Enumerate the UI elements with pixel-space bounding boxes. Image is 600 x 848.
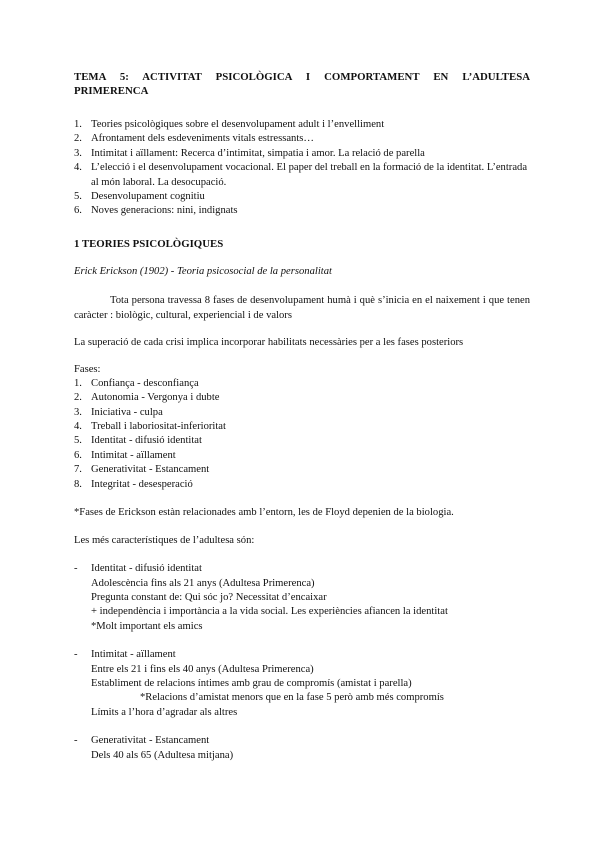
- phase-item: 1. Confiança - desconfiança: [74, 377, 199, 389]
- stage-heading: Intimitat - aïllament: [91, 649, 176, 661]
- toc-item: 4. L’elecció i el desenvolupament vocacional. El paper del treball en la formació de la identitat. L’entrada al món laboral. La desocupació.: [74, 162, 528, 188]
- characteristics-label: Les més característiques de l’adultesa són:: [74, 535, 255, 547]
- section-subtitle: Erick Erickson (1902) - Teoria psicosocial de la personalitat: [74, 265, 332, 277]
- phases-label: Fases:: [74, 363, 101, 375]
- toc-item: 3. Intimitat i aïllament: Recerca d’intimitat, simpatia i amor. La relació de parella: [74, 147, 425, 159]
- stage-block-generativity: [74, 734, 530, 763]
- stage-line: *Relacions d’amistat menors que en la fase 5 però amb més compromís: [140, 692, 444, 704]
- section-heading: 1 TEORIES PSICOLÒGIQUES: [74, 237, 224, 250]
- stage-line: Pregunta constant de: Qui sóc jo? Necessitat d’encaixar: [91, 591, 327, 603]
- stage-line: Adolescència fins als 21 anys (Adultesa Primerenca): [91, 577, 315, 589]
- stage-line: Límits a l’hora d’agradar als altres: [91, 706, 238, 718]
- toc-item: 2. Afrontament dels esdeveniments vitals estressants…: [74, 133, 315, 145]
- stage-line: Entre els 21 i fins els 40 anys (Adultesa Primerenca): [91, 663, 314, 675]
- paragraph-crisis: La superació de cada crisi implica incorporar habilitats necessàries per a les fases posteriors: [74, 336, 464, 348]
- stage-block-identity: [74, 562, 530, 634]
- stage-heading: Generativitat - Estancament: [91, 735, 210, 747]
- phase-item: 2. Autonomia - Vergonya i dubte: [74, 392, 220, 404]
- phase-item: 8. Integritat - desesperació: [74, 478, 193, 490]
- stage-line: + independència i importància a la vida social. Les experiències afiancen la identitat: [91, 606, 448, 618]
- document-title-line1: TEMA 5: ACTIVITAT PSICOLÒGICA I COMPORTAMENT EN L’ADULTESA: [74, 71, 530, 83]
- phases-list: [74, 377, 530, 492]
- dash-bullet: -: [74, 649, 78, 661]
- phase-item: 4. Treball i laboriositat-inferioritat: [74, 421, 226, 433]
- phase-item: 6. Intimitat - aïllament: [74, 449, 176, 461]
- phase-item: 5. Identitat - difusió identitat: [74, 435, 202, 447]
- note-paragraph: *Fases de Erickson estàn relacionades amb l’entorn, les de Floyd depenien de la biologia.: [74, 507, 454, 519]
- toc-item: 6. Noves generacions: nini, indignats: [74, 205, 238, 217]
- phase-item: 3. Iniciativa - culpa: [74, 406, 163, 418]
- stage-line: Dels 40 als 65 (Adultesa mitjana): [91, 749, 234, 761]
- stage-line: *Molt important els amics: [91, 620, 203, 632]
- stage-heading: Identitat - difusió identitat: [91, 563, 202, 575]
- toc-item: 5. Desenvolupament cognitiu: [74, 191, 205, 203]
- phase-item: 7. Generativitat - Estancament: [74, 464, 210, 476]
- stage-line: Establiment de relacions íntimes amb grau de compromís (amistat i parella): [91, 677, 412, 689]
- toc-item: 1. Teories psicològiques sobre el desenvolupament adult i l’envelliment: [74, 119, 385, 130]
- stage-block-intimacy: [74, 648, 530, 720]
- paragraph-intro: Tota persona travessa 8 fases de desenvolupament humà i què s’inicia en el naixement i que tenen caràcter : biològic, cultural, experiencial i de valors: [74, 294, 530, 321]
- dash-bullet: -: [74, 563, 78, 575]
- table-of-contents: [74, 118, 530, 219]
- document-page: [74, 70, 530, 763]
- document-title: [74, 70, 530, 98]
- document-title-line2: PRIMERENCA: [74, 85, 149, 97]
- dash-bullet: -: [74, 735, 78, 747]
